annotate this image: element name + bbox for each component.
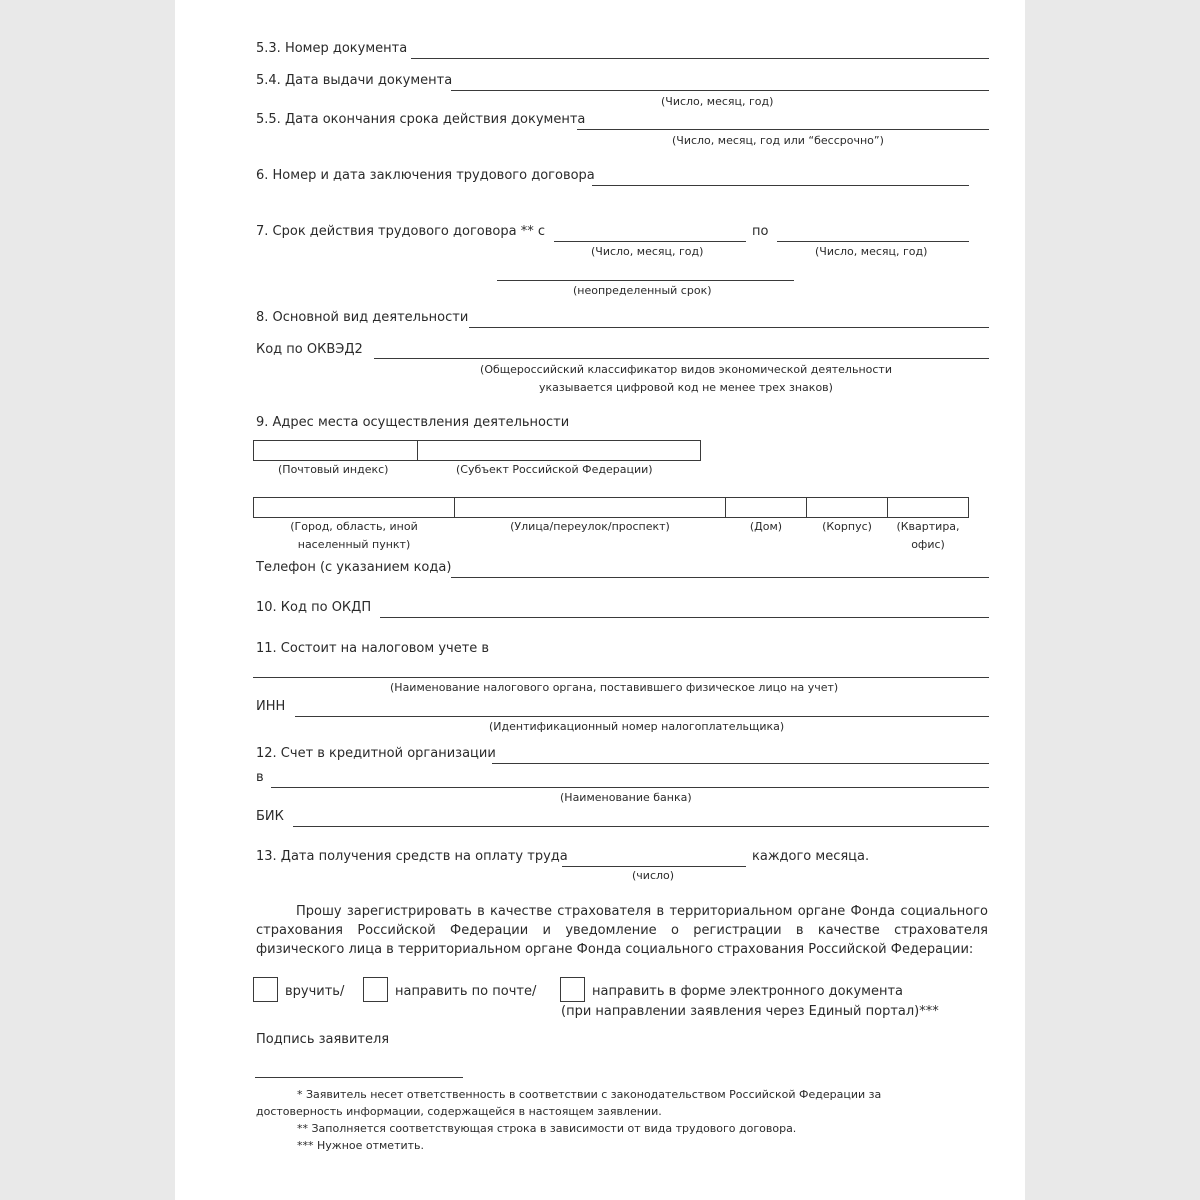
- registration-request-paragraph: Прошу зарегистрировать в качестве страхователя в территориальном органе Фонда социального страхования Российской Федерации и уведомление о регистрации в качестве страхователя физического лица в территориальном органе Фонда социального страхования Российской Федерации:: [256, 904, 988, 957]
- contract-start-date-hint: (Число, месяц, год): [591, 245, 704, 258]
- hand-over-checkbox[interactable]: [253, 977, 278, 1002]
- phone-field[interactable]: [451, 577, 989, 578]
- contract-term-to-label: по: [752, 224, 769, 239]
- footnote-2: ** Заполняется соответствующая строка в зависимости от вида трудового договора.: [297, 1122, 797, 1135]
- tax-registration-label: 11. Состоит на налоговом учете в: [256, 641, 490, 656]
- flat-hint: (Квартира, офис): [896, 520, 960, 551]
- bank-in-label: в: [256, 770, 264, 785]
- inn-field[interactable]: [295, 716, 989, 717]
- house-field[interactable]: [725, 497, 807, 518]
- okved-field[interactable]: [374, 358, 989, 359]
- send-electronic-note: (при направлении заявления через Единый портал)***: [561, 1004, 939, 1019]
- city-field[interactable]: [253, 497, 455, 518]
- send-by-mail-label: направить по почте/: [395, 984, 537, 999]
- bank-account-field[interactable]: [492, 763, 989, 764]
- doc-expiry-date-label: 5.5. Дата окончания срока действия документа: [256, 112, 586, 127]
- doc-expiry-date-hint: (Число, месяц, год или “бессрочно”): [672, 134, 884, 147]
- footnote-1: * Заявитель несет ответственность в соответствии с законодательством Российской Федерации за: [297, 1088, 882, 1101]
- bik-label: БИК: [256, 809, 284, 824]
- tax-authority-field[interactable]: [253, 677, 989, 678]
- bik-field[interactable]: [293, 826, 989, 827]
- doc-expiry-date-field[interactable]: [577, 129, 989, 130]
- document-page: [175, 0, 1025, 1200]
- contract-number-date-field[interactable]: [592, 185, 969, 186]
- house-hint: (Дом): [749, 520, 783, 533]
- okved-label: Код по ОКВЭД2: [256, 342, 363, 357]
- contract-end-date-field[interactable]: [777, 241, 969, 242]
- region-field[interactable]: [417, 440, 701, 461]
- send-electronic-label: направить в форме электронного документа: [592, 984, 903, 999]
- postal-code-field[interactable]: [253, 440, 418, 461]
- building-hint: (Корпус): [822, 520, 872, 533]
- footnotes: [256, 1086, 988, 1154]
- main-activity-label: 8. Основной вид деятельности: [256, 310, 469, 325]
- bank-name-field[interactable]: [271, 787, 989, 788]
- footnote-3: *** Нужное отметить.: [297, 1139, 425, 1152]
- doc-number-label: 5.3. Номер документа: [256, 41, 408, 56]
- doc-issue-date-label: 5.4. Дата выдачи документа: [256, 73, 453, 88]
- doc-number-field[interactable]: [411, 58, 989, 59]
- contract-indefinite-field[interactable]: [497, 280, 794, 281]
- contract-number-date-label: 6. Номер и дата заключения трудового договора: [256, 168, 595, 183]
- okdp-field[interactable]: [380, 617, 989, 618]
- street-field[interactable]: [454, 497, 726, 518]
- inn-hint: (Идентификационный номер налогоплательщика): [489, 720, 785, 733]
- main-activity-field[interactable]: [469, 327, 989, 328]
- okved-hint: (Общероссийский классификатор видов экономической деятельности указывается цифровой код не менее трех знаков): [480, 363, 892, 394]
- send-electronic-checkbox[interactable]: [560, 977, 585, 1002]
- doc-issue-date-field[interactable]: [451, 90, 989, 91]
- footnote-1-continued: достоверность информации, содержащейся в настоящем заявлении.: [256, 1105, 662, 1118]
- salary-date-label: 13. Дата получения средств на оплату труда: [256, 849, 568, 864]
- doc-issue-date-hint: (Число, месяц, год): [661, 95, 774, 108]
- applicant-signature-label: Подпись заявителя: [256, 1032, 390, 1047]
- bank-name-hint: (Наименование банка): [560, 791, 692, 804]
- postal-code-hint: (Почтовый индекс): [278, 463, 389, 476]
- send-by-mail-checkbox[interactable]: [363, 977, 388, 1002]
- footnote-separator: [255, 1077, 463, 1078]
- address-label: 9. Адрес места осуществления деятельности: [256, 415, 570, 430]
- phone-label: Телефон (с указанием кода): [256, 560, 452, 575]
- inn-label: ИНН: [256, 699, 286, 714]
- contract-term-label: 7. Срок действия трудового договора ** с: [256, 224, 545, 239]
- street-hint: (Улица/переулок/проспект): [510, 520, 670, 533]
- contract-start-date-field[interactable]: [554, 241, 746, 242]
- city-hint: (Город, область, иной населенный пункт): [290, 520, 418, 551]
- salary-date-hint: (число): [632, 869, 675, 882]
- contract-end-date-hint: (Число, месяц, год): [815, 245, 928, 258]
- hand-over-label: вручить/: [285, 984, 345, 999]
- okdp-label: 10. Код по ОКДП: [256, 600, 372, 615]
- building-field[interactable]: [806, 497, 888, 518]
- salary-date-suffix: каждого месяца.: [752, 849, 870, 864]
- salary-date-field[interactable]: [562, 866, 746, 867]
- flat-field[interactable]: [887, 497, 969, 518]
- region-hint: (Субъект Российской Федерации): [456, 463, 653, 476]
- tax-authority-hint: (Наименование налогового органа, поставившего физическое лицо на учет): [390, 681, 839, 694]
- contract-indefinite-hint: (неопределенный срок): [573, 284, 712, 297]
- bank-account-label: 12. Счет в кредитной организации: [256, 746, 496, 761]
